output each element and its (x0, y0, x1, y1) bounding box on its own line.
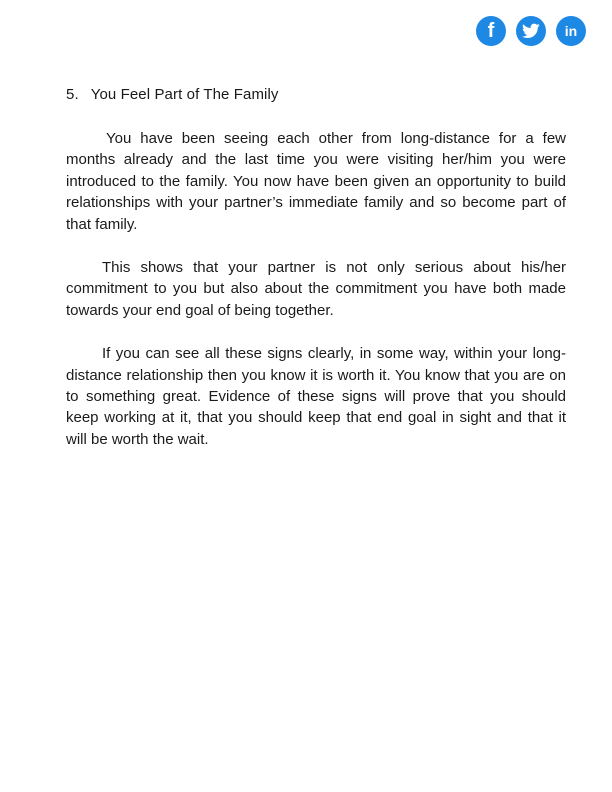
section-number: 5. (66, 86, 79, 103)
facebook-glyph: f (487, 20, 495, 42)
facebook-icon[interactable] (476, 16, 506, 46)
section-title: You Feel Part of The Family (90, 86, 279, 103)
twitter-icon[interactable] (516, 16, 546, 46)
linkedin-icon[interactable] (556, 16, 586, 46)
social-share-bar (476, 16, 586, 46)
paragraph: If you can see all these signs clearly, in some way, within your long-distance relationship then you know it is worth it. You know that you are on to something great. Evidence of these signs will prove that you should keep working at it, that you should keep that end goal in sight and that it will be worth the wait. (66, 345, 566, 448)
paragraph: This shows that your partner is not only serious about his/her commitment to you but also about the commitment you have both made towards your end goal of being together. (66, 259, 566, 319)
twitter-bird-glyph (522, 23, 540, 39)
linkedin-glyph: in (564, 23, 578, 39)
body-text (66, 128, 566, 472)
section-heading (66, 86, 279, 103)
paragraph: You have been seeing each other from long-distance for a few months already and the last time you were visiting her/him you were introduced to the family. You now have been given an opportunity to build relationships with your partner’s immediate family and so become part of that family. (66, 130, 566, 233)
